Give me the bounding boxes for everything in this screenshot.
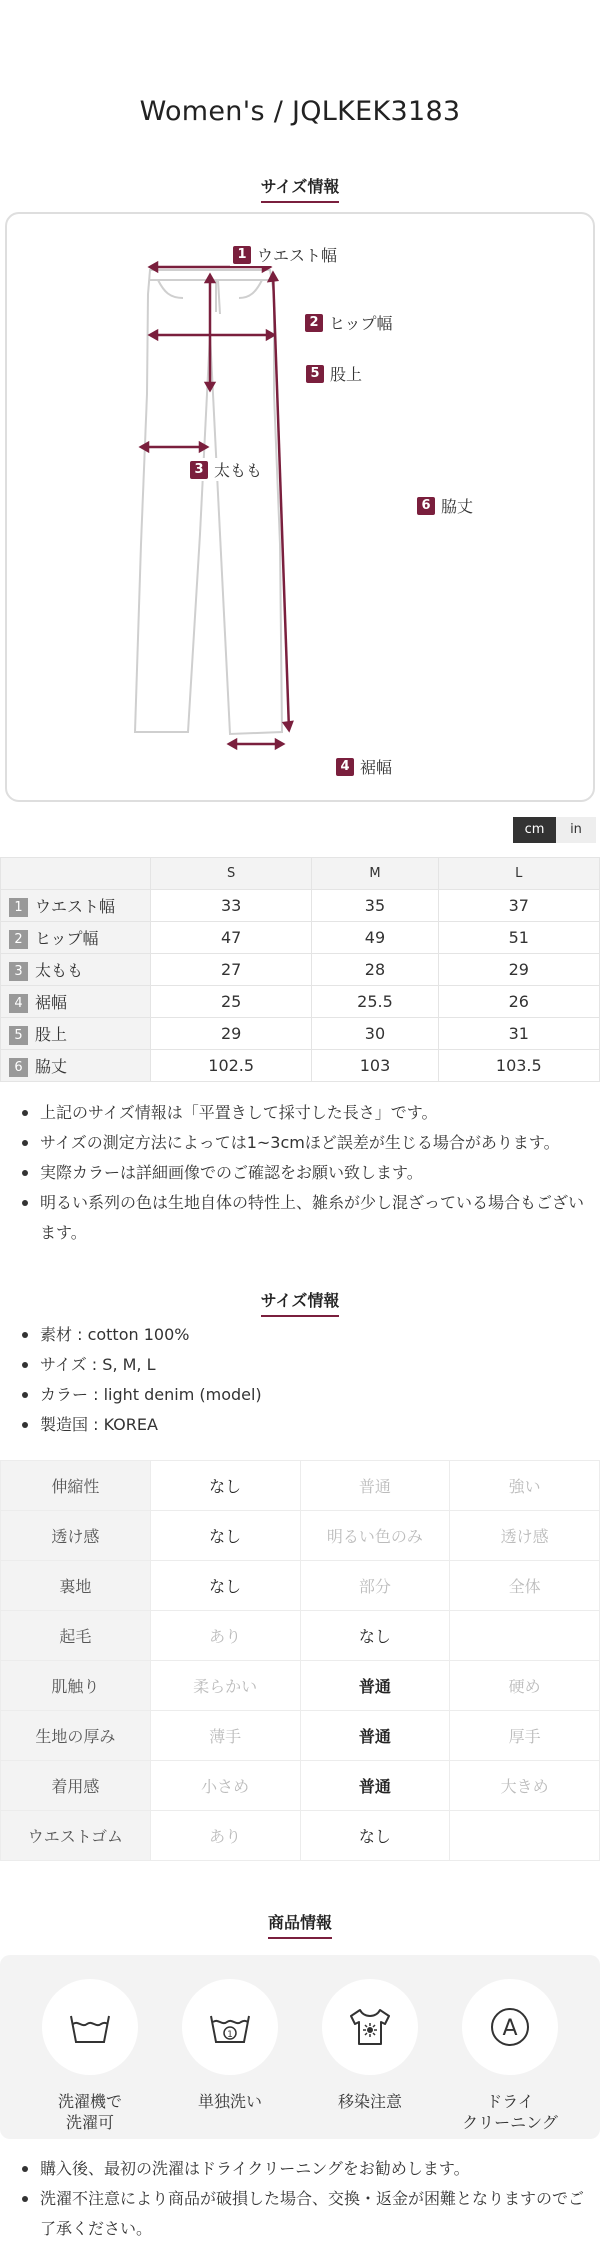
product-section-heading: 商品情報 [0, 1910, 600, 1939]
spec-section-heading: サイズ情報 [0, 1288, 600, 1317]
table-row: 3 太もも 27 28 29 [1, 954, 600, 986]
table-row: 生地の厚み 薄手 普通 厚手 [1, 1711, 600, 1761]
table-row: 起毛 あり なし [1, 1611, 600, 1661]
size-section-heading: サイズ情報 [0, 174, 600, 203]
measure-label-rise: 5 股上 [303, 362, 365, 385]
list-item: 実際カラーは詳細画像でのご確認をお願い致します。 [22, 1158, 590, 1188]
pants-illustration-icon [7, 214, 597, 804]
list-item: 上記のサイズ情報は「平置きして採寸した長さ」です。 [22, 1098, 590, 1128]
table-header-blank [1, 858, 151, 890]
table-header-s: S [151, 858, 312, 890]
dry-clean-icon [487, 2004, 533, 2050]
list-item: 購入後、最初の洗濯はドライクリーニングをお勧めします。 [22, 2154, 590, 2184]
unit-in-button[interactable]: in [556, 817, 596, 843]
table-row: 着用感 小さめ 普通 大きめ [1, 1761, 600, 1811]
list-item: サイズの測定方法によっては1~3cmほど誤差が生じる場合があります。 [22, 1128, 590, 1158]
table-row: 裏地 なし 部分 全体 [1, 1561, 600, 1611]
svg-text:A: A [502, 2016, 518, 2041]
size-table [0, 857, 600, 1082]
list-item: 製造国 : KOREA [22, 1410, 590, 1440]
unit-toggle [513, 817, 596, 843]
list-item: 素材 : cotton 100% [22, 1320, 590, 1350]
measure-label-waist: 1 ウエスト幅 [230, 243, 340, 266]
care-item-machine-wash: 洗濯機で 洗濯可 [40, 1979, 140, 2133]
svg-text:1: 1 [227, 2030, 233, 2040]
measure-label-hem: 4 裾幅 [333, 755, 395, 778]
table-header-l: L [438, 858, 599, 890]
table-row: 肌触り 柔らかい 普通 硬め [1, 1661, 600, 1711]
care-notes [22, 2154, 590, 2244]
wash-separately-icon [207, 2004, 253, 2050]
care-item-wash-separately: 1 単独洗い [180, 1979, 280, 2112]
table-row: 6 脇丈 102.5 103 103.5 [1, 1050, 600, 1082]
table-row: 伸縮性 なし 普通 強い [1, 1461, 600, 1511]
care-item-dry-clean: A ドライ クリーニング [460, 1979, 560, 2133]
table-row: 2 ヒップ幅 47 49 51 [1, 922, 600, 954]
table-row: 透け感 なし 明るい色のみ 透け感 [1, 1511, 600, 1561]
size-notes [22, 1098, 590, 1248]
table-header-row [1, 858, 600, 890]
table-row: 5 股上 29 30 31 [1, 1018, 600, 1050]
measure-label-thigh: 3 太もも [187, 458, 265, 481]
care-item-color-transfer: 移染注意 [320, 1979, 420, 2112]
list-item: サイズ : S, M, L [22, 1350, 590, 1380]
size-diagram [5, 212, 595, 802]
wash-machine-icon [67, 2004, 113, 2050]
measure-label-outseam: 6 脇丈 [414, 494, 476, 517]
measure-label-hip: 2 ヒップ幅 [302, 311, 396, 334]
table-header-m: M [312, 858, 438, 890]
color-transfer-icon [347, 2004, 393, 2050]
table-row: ウエストゴム あり なし [1, 1811, 600, 1861]
unit-cm-button[interactable]: cm [513, 817, 556, 843]
page-title: Women's / JQLKEK3183 [139, 96, 461, 127]
list-item: 洗濯不注意により商品が破損した場合、交換・返金が困難となりますのでご了承ください。 [22, 2184, 590, 2244]
list-item: カラー : light denim (model) [22, 1380, 590, 1410]
spec-list [22, 1320, 590, 1440]
table-row: 1 ウエスト幅 33 35 37 [1, 890, 600, 922]
care-instructions [0, 1955, 600, 2139]
table-row: 4 裾幅 25 25.5 26 [1, 986, 600, 1018]
list-item: 明るい系列の色は生地自体の特性上、雑糸が少し混ざっている場合もございます。 [22, 1188, 590, 1248]
fabric-table [0, 1460, 600, 1861]
